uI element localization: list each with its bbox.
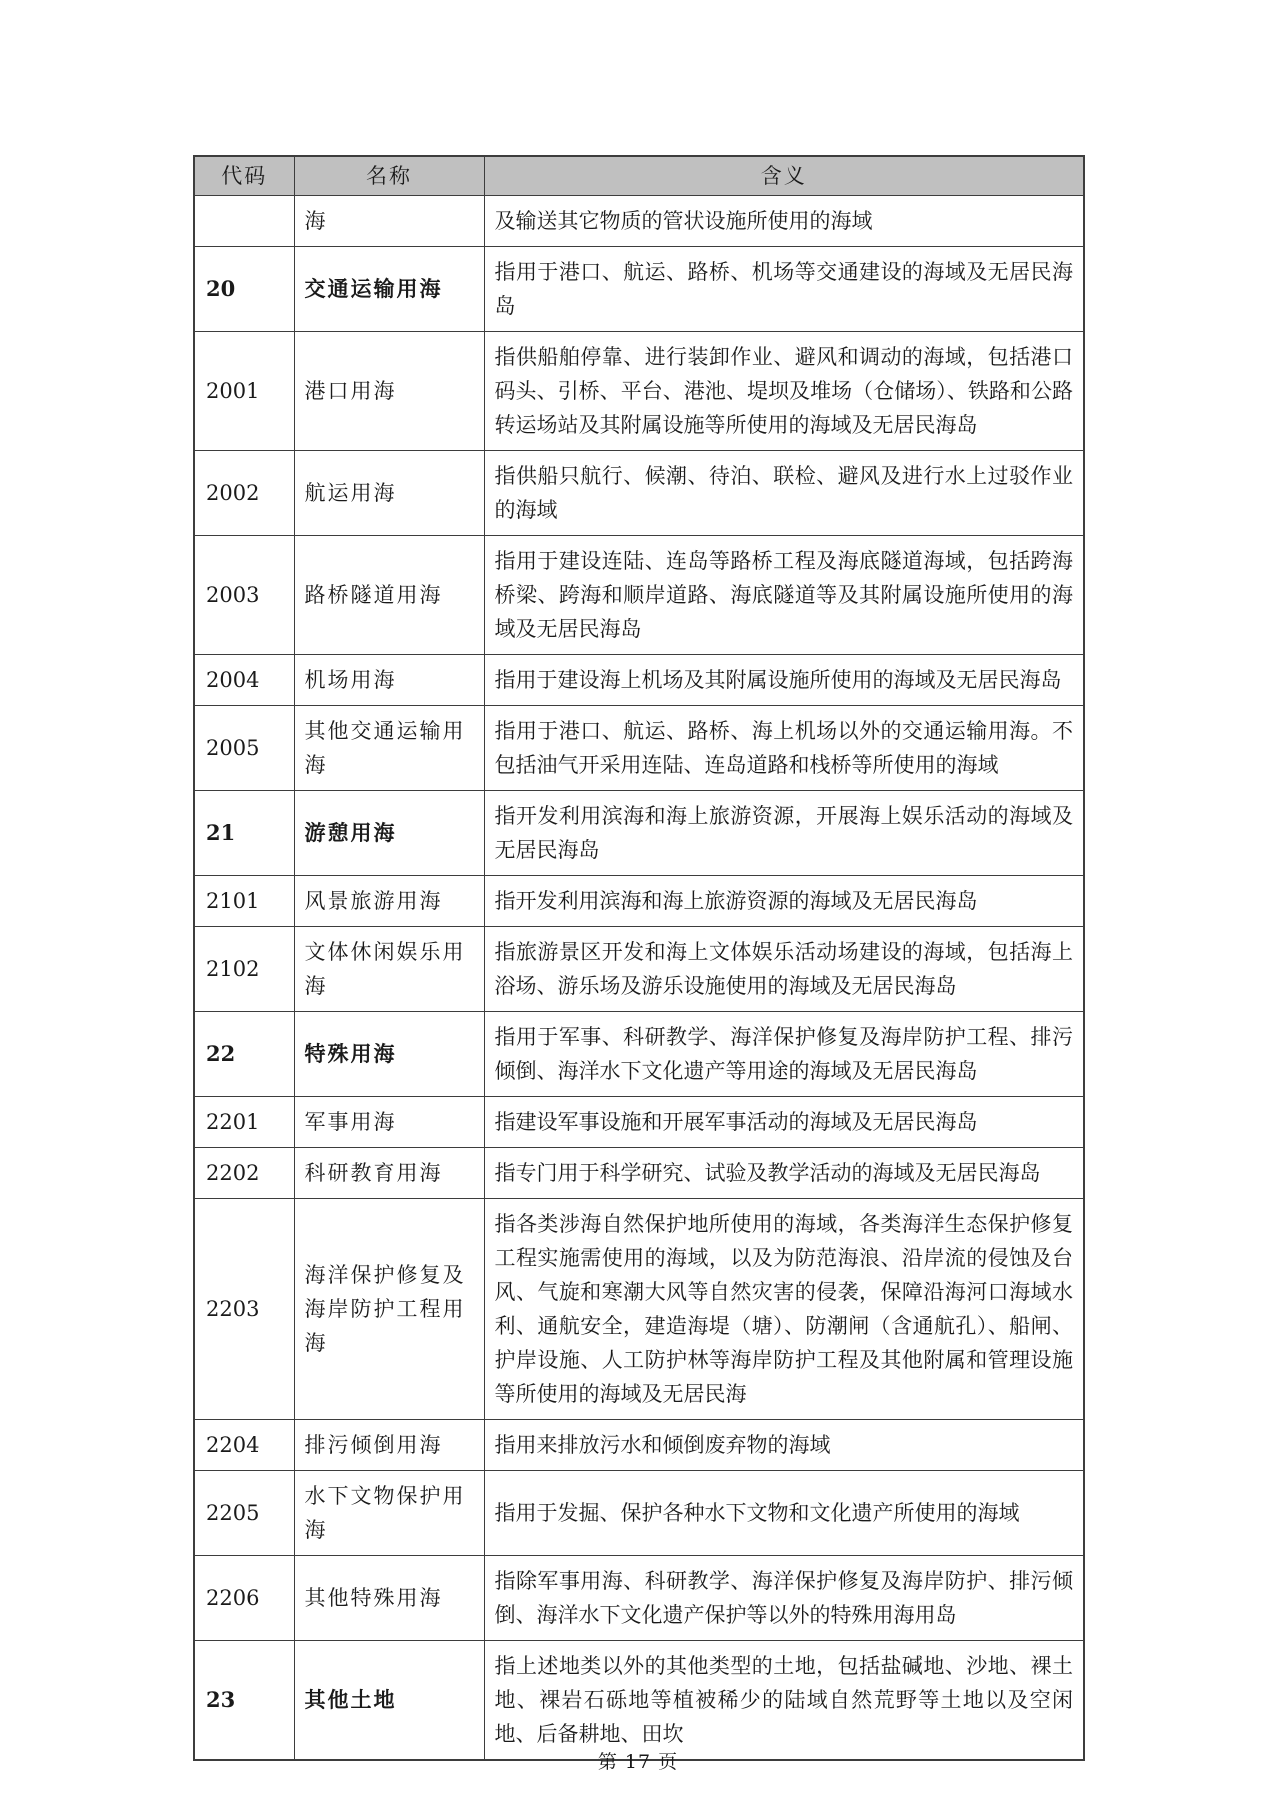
column-header-meaning: 含义 <box>484 156 1084 196</box>
name-cell: 其他特殊用海 <box>294 1556 484 1641</box>
name-cell: 海 <box>294 196 484 247</box>
code-cell: 2202 <box>194 1148 294 1199</box>
meaning-cell: 指用于建设连陆、连岛等路桥工程及海底隧道海域，包括跨海桥梁、跨海和顺岸道路、海底隧道等及其附属设施所使用的海域及无居民海岛 <box>484 536 1084 655</box>
code-cell: 2001 <box>194 332 294 451</box>
code-cell <box>194 196 294 247</box>
column-header-name: 名称 <box>294 156 484 196</box>
table-row <box>194 536 1084 655</box>
table-row <box>194 706 1084 791</box>
table-row <box>194 1097 1084 1148</box>
code-cell: 22 <box>194 1012 294 1097</box>
code-cell: 2003 <box>194 536 294 655</box>
name-cell: 特殊用海 <box>294 1012 484 1097</box>
name-cell: 科研教育用海 <box>294 1148 484 1199</box>
meaning-cell: 指建设军事设施和开展军事活动的海域及无居民海岛 <box>484 1097 1084 1148</box>
meaning-cell: 指各类涉海自然保护地所使用的海域，各类海洋生态保护修复工程实施需使用的海域，以及为防范海浪、沿岸流的侵蚀及台风、气旋和寒潮大风等自然灾害的侵袭，保障沿海河口海域水利、通航安全，建造海堤（塘）、防潮闸（含通航孔）、船闸、护岸设施、人工防护林等海岸防护工程及其他附属和管理设施等所使用的海域及无居民海 <box>484 1199 1084 1420</box>
meaning-cell: 指用于港口、航运、路桥、海上机场以外的交通运输用海。不包括油气开采用连陆、连岛道路和栈桥等所使用的海域 <box>484 706 1084 791</box>
code-cell: 2203 <box>194 1199 294 1420</box>
table-row <box>194 1471 1084 1556</box>
table-row <box>194 247 1084 332</box>
meaning-cell: 指用于建设海上机场及其附属设施所使用的海域及无居民海岛 <box>484 655 1084 706</box>
code-cell: 23 <box>194 1641 294 1761</box>
code-cell: 2204 <box>194 1420 294 1471</box>
name-cell: 游憩用海 <box>294 791 484 876</box>
meaning-cell: 指供船只航行、候潮、待泊、联检、避风及进行水上过驳作业的海域 <box>484 451 1084 536</box>
name-cell: 风景旅游用海 <box>294 876 484 927</box>
name-cell: 路桥隧道用海 <box>294 536 484 655</box>
table-row <box>194 927 1084 1012</box>
code-cell: 2206 <box>194 1556 294 1641</box>
name-cell: 其他交通运输用海 <box>294 706 484 791</box>
table-row <box>194 1556 1084 1641</box>
meaning-cell: 指开发利用滨海和海上旅游资源的海域及无居民海岛 <box>484 876 1084 927</box>
code-cell: 2005 <box>194 706 294 791</box>
meaning-cell: 指上述地类以外的其他类型的土地，包括盐碱地、沙地、裸土地、裸岩石砾地等植被稀少的陆域自然荒野等土地以及空闲地、后备耕地、田坎 <box>484 1641 1084 1761</box>
code-cell: 2002 <box>194 451 294 536</box>
name-cell: 交通运输用海 <box>294 247 484 332</box>
name-cell: 军事用海 <box>294 1097 484 1148</box>
meaning-cell: 及输送其它物质的管状设施所使用的海域 <box>484 196 1084 247</box>
meaning-cell: 指供船舶停靠、进行装卸作业、避风和调动的海域，包括港口码头、引桥、平台、港池、堤坝及堆场（仓储场）、铁路和公路转运场站及其附属设施等所使用的海域及无居民海岛 <box>484 332 1084 451</box>
code-cell: 2201 <box>194 1097 294 1148</box>
name-cell: 文体休闲娱乐用海 <box>294 927 484 1012</box>
code-cell: 20 <box>194 247 294 332</box>
meaning-cell: 指除军事用海、科研教学、海洋保护修复及海岸防护、排污倾倒、海洋水下文化遗产保护等以外的特殊用海用岛 <box>484 1556 1084 1641</box>
table-row <box>194 196 1084 247</box>
code-cell: 2205 <box>194 1471 294 1556</box>
meaning-cell: 指专门用于科学研究、试验及教学活动的海域及无居民海岛 <box>484 1148 1084 1199</box>
table-row <box>194 332 1084 451</box>
meaning-cell: 指旅游景区开发和海上文体娱乐活动场建设的海域，包括海上浴场、游乐场及游乐设施使用的海域及无居民海岛 <box>484 927 1084 1012</box>
name-cell: 海洋保护修复及海岸防护工程用海 <box>294 1199 484 1420</box>
table-row <box>194 655 1084 706</box>
code-cell: 2102 <box>194 927 294 1012</box>
table-row <box>194 791 1084 876</box>
table-row <box>194 1420 1084 1471</box>
table-header-row <box>194 156 1084 196</box>
meaning-cell: 指用于发掘、保护各种水下文物和文化遗产所使用的海域 <box>484 1471 1084 1556</box>
table-body <box>194 196 1084 1761</box>
name-cell: 航运用海 <box>294 451 484 536</box>
name-cell: 水下文物保护用海 <box>294 1471 484 1556</box>
name-cell: 排污倾倒用海 <box>294 1420 484 1471</box>
name-cell: 其他土地 <box>294 1641 484 1761</box>
table-row <box>194 1641 1084 1761</box>
table-row <box>194 1148 1084 1199</box>
code-cell: 2101 <box>194 876 294 927</box>
meaning-cell: 指用于军事、科研教学、海洋保护修复及海岸防护工程、排污倾倒、海洋水下文化遗产等用途的海域及无居民海岛 <box>484 1012 1084 1097</box>
code-cell: 21 <box>194 791 294 876</box>
meaning-cell: 指开发利用滨海和海上旅游资源，开展海上娱乐活动的海域及无居民海岛 <box>484 791 1084 876</box>
name-cell: 港口用海 <box>294 332 484 451</box>
table-row <box>194 1199 1084 1420</box>
table-row <box>194 1012 1084 1097</box>
name-cell: 机场用海 <box>294 655 484 706</box>
code-cell: 2004 <box>194 655 294 706</box>
meaning-cell: 指用来排放污水和倾倒废弃物的海域 <box>484 1420 1084 1471</box>
meaning-cell: 指用于港口、航运、路桥、机场等交通建设的海域及无居民海岛 <box>484 247 1084 332</box>
sea-use-classification-table <box>193 155 1085 1761</box>
table-row <box>194 876 1084 927</box>
table-row <box>194 451 1084 536</box>
page-number: 第 17 页 <box>597 1751 679 1773</box>
column-header-code: 代码 <box>194 156 294 196</box>
